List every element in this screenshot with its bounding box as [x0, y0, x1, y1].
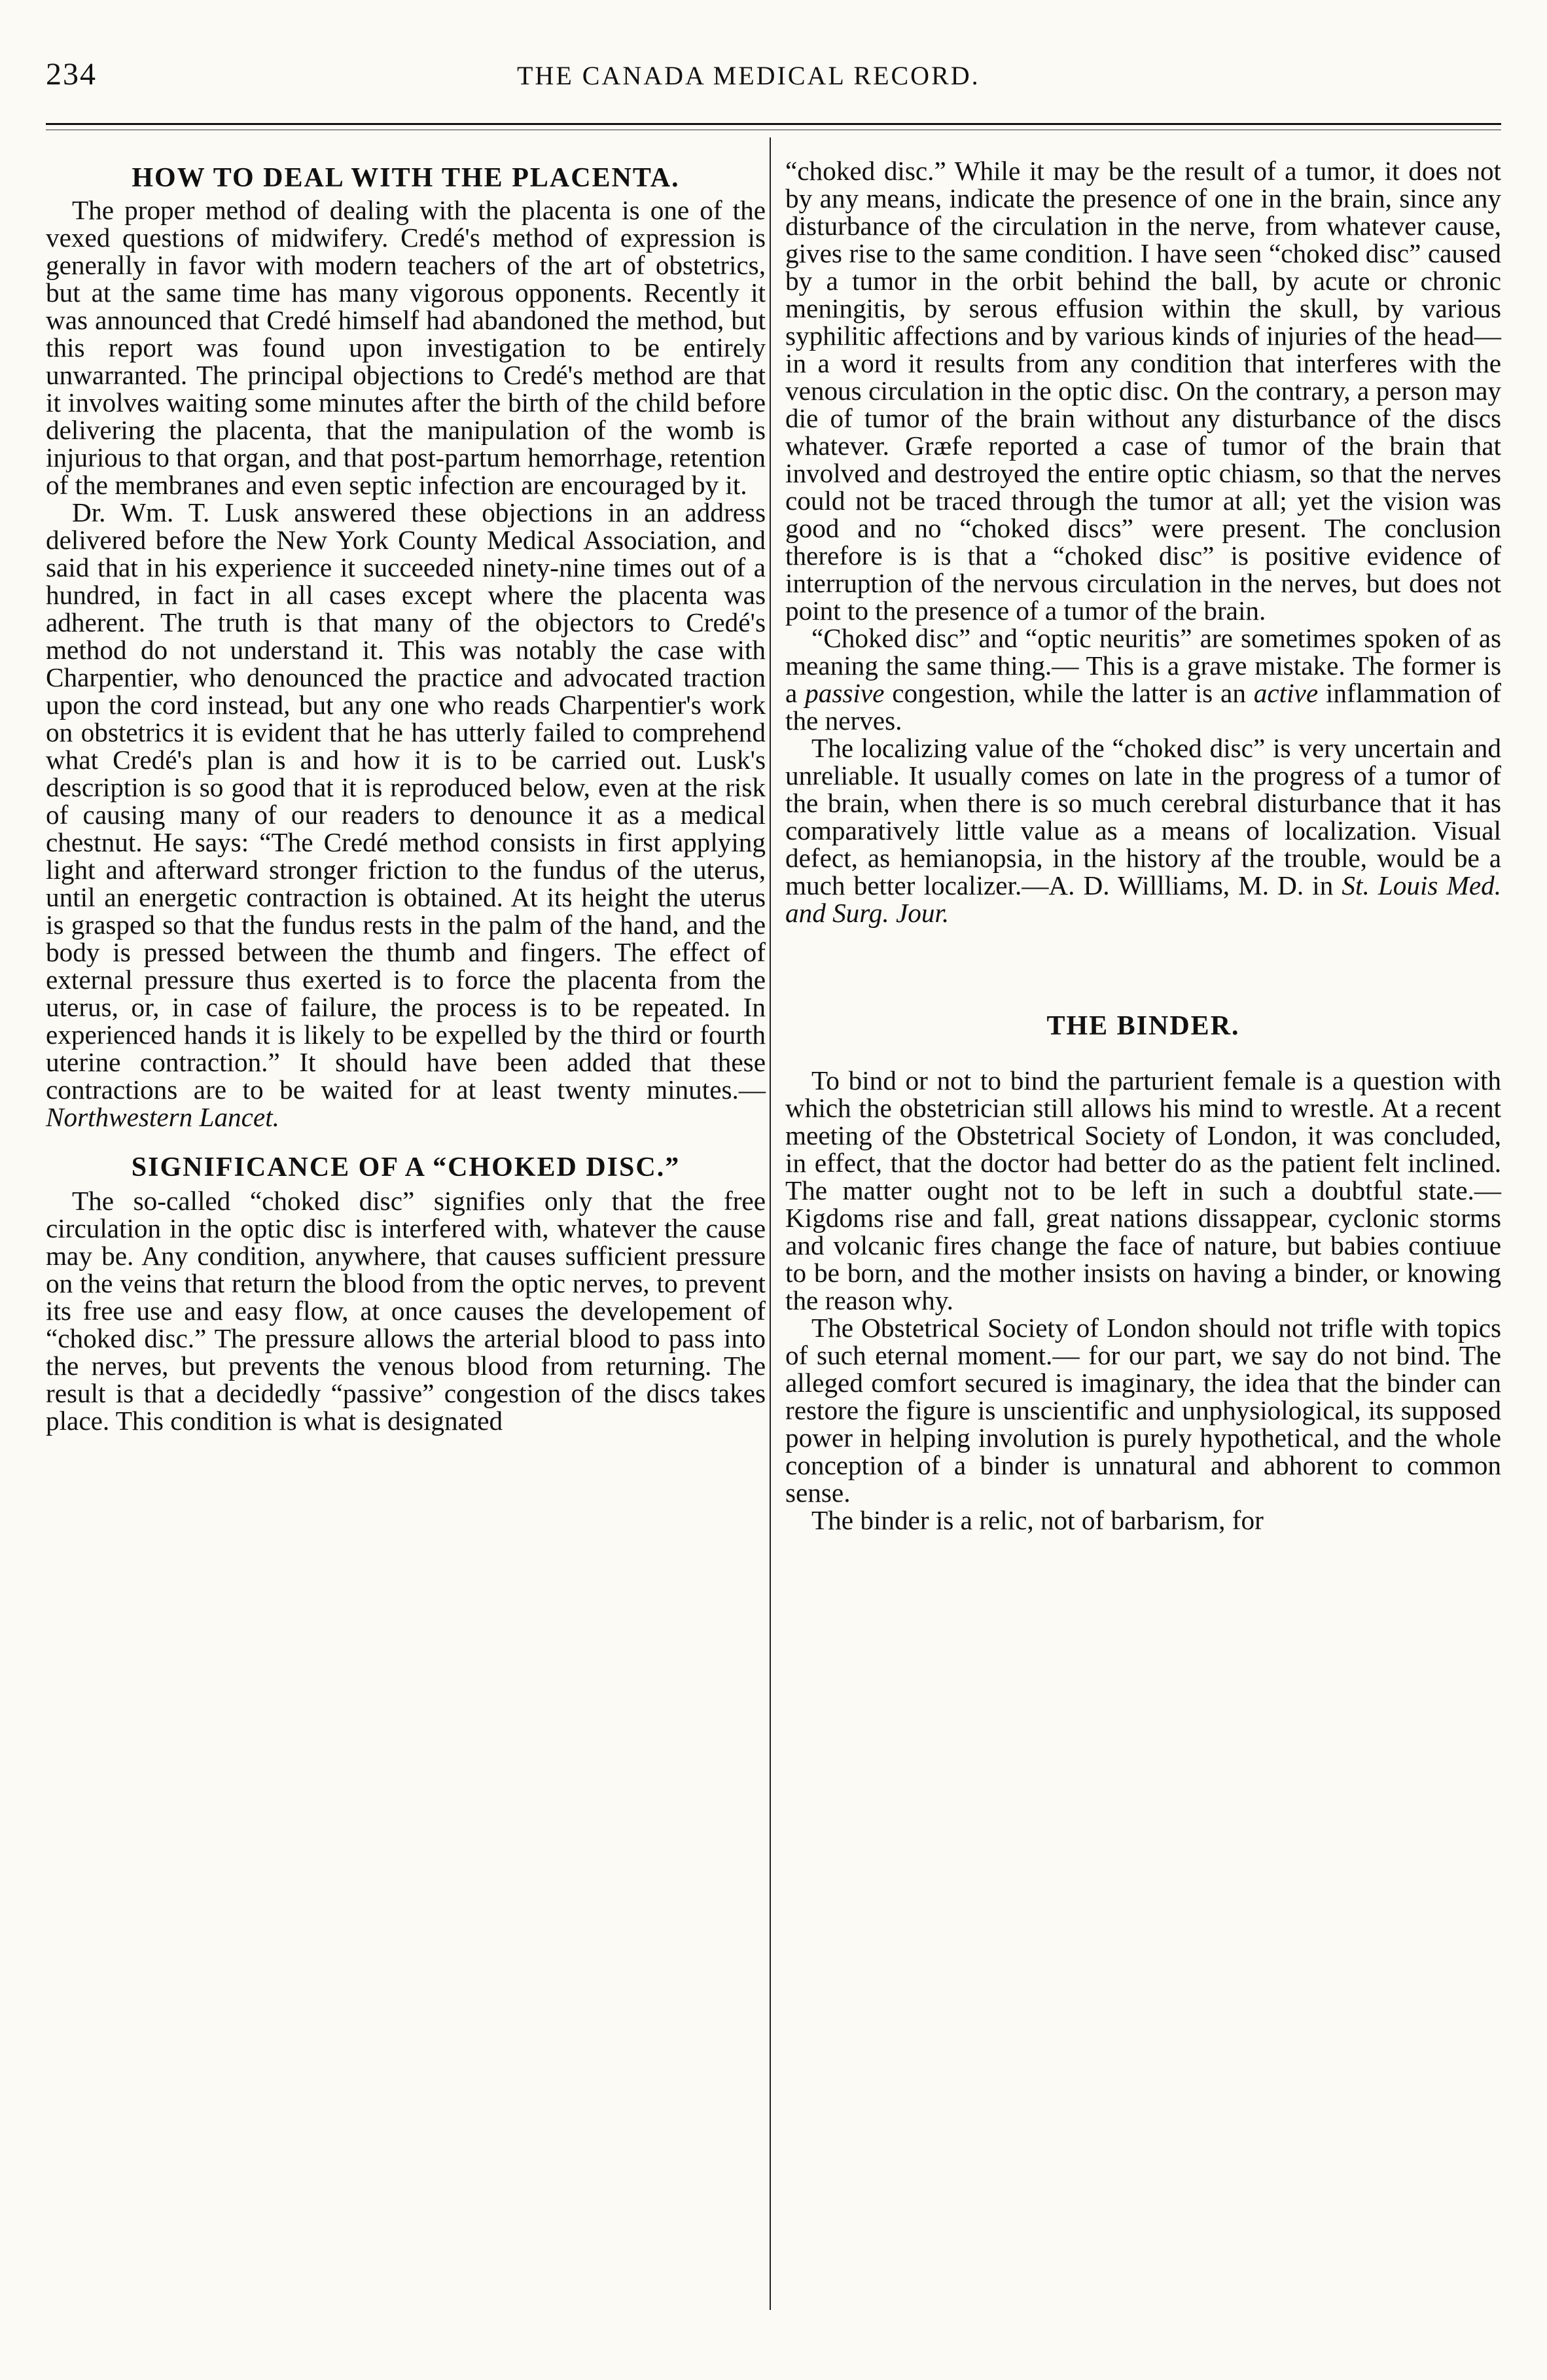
choked-disc-p2-c: inflammation of the nerves.: [785, 678, 1502, 736]
binder-paragraph-1: To bind or not to bind the parturient female is a question with which the obstetrician still allows his mind to wrestle. At a recent meeting of the Obstetrical Society of London, it was concluded, in effect, that the doctor had better do as the patient felt inclined. The matter ought not to be left in such a doubtful state.— Kigdoms rise and fall, great nations dissappear, cyclonic storms and volcanic fires change the face of nature, but babies contiuue to be born, and the mother insists on having a binder, or knowing the reason why.: [785, 1065, 1501, 1315]
placenta-paragraph-2: [46, 499, 766, 1131]
article-heading-choked-disc: SIGNIFICANCE OF A “CHOKED DISC.”: [131, 1152, 681, 1182]
choked-disc-p3-text: The localizing value of the “choked disc” is very uncertain and unreliable. It usually comes on late in the progress of a tumor of the brain, when there is so much cerebral disturbance that it has comparatively little value as a means of localization. Visual defect, as hemianopsia, in the history af the trouble, would be a much better localizer.—A. D. Willliams, M. D. in: [785, 733, 1501, 900]
page-header: [46, 56, 1501, 115]
right-column: [785, 157, 1501, 1534]
choked-disc-paragraph-continued: “choked disc.” While it may be the result of a tumor, it does not by any means, indicate the presence of one in the brain, since any disturbance of the circulation in the nerve, from whatever cause, gives rise to the same condition. I have seen “choked disc” caused by a tumor in the orbit behind the ball, by acute or chronic meningitis, by serous effusion within the skull, by various syphilitic affections and by various kinds of injuries of the head—in a word it results from any condition that interferes with the venous circulation in the optic disc. On the contrary, a person may die of tumor of the brain without any disturbance of the discs whatever. Græfe reported a case of tumor of the brain that involved and destroyed the entire optic chiasm, so that the nerves could not be traced through the tumor at all; yet the vision was good and no “choked discs” were present. The conclusion therefore is is that a “choked disc” is positive evidence of interruption of the nervous circulation in the nerves, but does not point to the presence of a tumor of the brain.: [785, 156, 1501, 626]
choked-disc-paragraph-2: [785, 624, 1501, 734]
choked-disc-paragraph-3: [785, 734, 1501, 927]
choked-disc-p2-b: congestion, while the latter is an: [884, 678, 1254, 708]
page-number: 234: [46, 57, 97, 92]
placenta-source-credit: Northwestern Lancet.: [46, 1102, 279, 1132]
binder-paragraph-2: The Obstetrical Society of London should not trifle with topics of such eternal moment.— for our part, we say do not bind. The alleged comfort secured is imaginary, the idea that the binder can restore the figure is unscientific and unphysiological, its supposed power in helping involution is purely hypothetical, and the whole conception of a binder is unnatural and abhorent to common sense.: [785, 1313, 1501, 1508]
choked-disc-paragraph-1: The so-called “choked disc” signifies only that the free circulation in the optic disc is interfered with, whatever the cause may be. Any condition, anywhere, that causes sufficient pressure on the veins that return the blood from the optic nerves, to prevent its free use and easy flow, at once causes the developement of “choked disc.” The pressure allows the arterial blood to pass into the nerves, but prevents the venous blood from returning. The result is that a decidedly “passive” congestion of the discs takes place. This condition is what is designated: [46, 1186, 766, 1436]
placenta-paragraph-1: The proper method of dealing with the placenta is one of the vexed questions of midwifery. Credé's method of expression is generally in favor with modern teachers of the art of obstetrics, but at the same time has many vigorous opponents. Recently it was announced that Credé himself had abandoned the method, but this report was found upon investigation to be entirely unwarranted. The principal objections to Credé's method are that it involves waiting some minutes after the birth of the child before delivering the placenta, that the manipulation of the womb is injurious to that organ, and that post-partum hemorrhage, retention of the membranes and even septic infection are encouraged by it.: [46, 195, 766, 500]
article-heading-placenta: HOW TO DEAL WITH THE PLACENTA.: [132, 163, 680, 193]
choked-disc-p2-active: active: [1253, 678, 1319, 708]
choked-disc-p2-a: “Choked disc” and “optic neuritis” are sometimes spoken of as meaning the same thing.— This is a grave mistake. The former is a: [785, 623, 1501, 708]
choked-disc-p2-passive: passive: [805, 678, 885, 708]
column-divider: [770, 137, 771, 2310]
running-title: THE CANADA MEDICAL RECORD.: [517, 61, 980, 90]
article-heading-binder: THE BINDER.: [1046, 1011, 1240, 1041]
binder-paragraph-3: The binder is a relic, not of barbarism, for: [811, 1505, 1264, 1535]
choked-disc-source-credit: St. Louis Med. and Surg. Jour.: [785, 870, 1501, 928]
placenta-paragraph-2-text: Dr. Wm. T. Lusk answered these objections in an address delivered before the New York County Medical Association, and said that in his experience it succeeded ninety-nine times out of a hundred, in fact in all cases except where the placenta was adherent. The truth is that many of the objectors to Credé's method do not understand it. This was notably the case with Charpentier, who denounced the practice and advocated traction upon the cord instead, but any one who reads Charpentier's work on obstetrics it is evident that he has utterly failed to comprehend what Credé's plan is and how it is to be carried out. Lusk's description is so good that it is reproduced below, even at the risk of causing many of our readers to denounce it as a medical chestnut. He says: “The Credé method consists in first applying light and afterward stronger friction to the fundus of the uterus, until an energetic contraction is obtained. At its height the uterus is grasped so that the fundus rests in the palm of the hand, and the body is pressed between the thumb and fingers. The effect of external pressure thus exerted is to force the placenta from the uterus, or, in case of failure, the process is to be repeated. In experienced hands it is likely to be expelled by the third or fourth uterine contraction.” It should have been added that these contractions are to be waited for at least twenty minutes.—: [46, 497, 766, 1105]
header-rule: [46, 123, 1501, 125]
left-column: [46, 157, 766, 1434]
